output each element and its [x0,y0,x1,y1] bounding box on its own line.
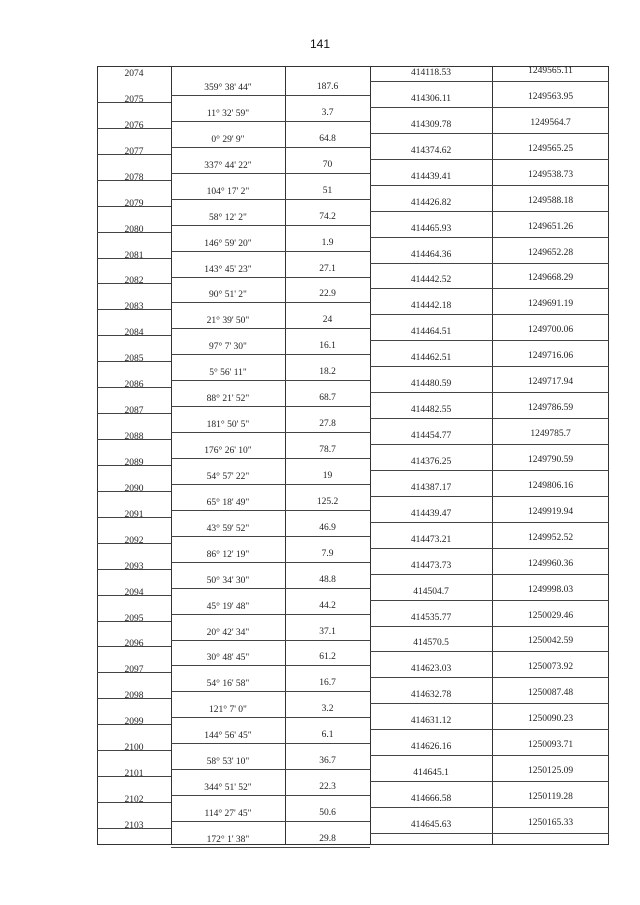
point-x: 414442.52 [410,275,452,286]
point-y: 1249651.26 [527,221,574,232]
leg-bearing: 58° 12' 2" [209,212,247,223]
point-y: 1249668.29 [527,273,574,284]
leg-rule [171,588,370,589]
point-x: 414480.59 [410,379,452,390]
point-y: 1249565.25 [527,143,574,154]
leg-distance: 70 [322,159,333,170]
point-x: 414462.51 [410,353,452,364]
leg-distance: 16.7 [319,678,336,689]
leg-bearing: 86° 12' 19" [206,549,250,560]
leg-rule [171,173,370,174]
point-id: 2101 [124,769,144,780]
point-x: 414482.55 [410,405,452,416]
leg-distance: 6.1 [321,730,334,741]
leg-rule [171,795,370,796]
leg-distance: 19 [322,470,333,481]
leg-bearing: 90° 51' 2" [209,290,247,301]
column-divider [370,66,371,845]
leg-rule [171,328,370,329]
row-rule [370,211,609,212]
leg-rule [171,302,370,303]
point-y: 1249563.95 [527,91,574,102]
point-y: 1249691.19 [527,299,574,310]
leg-distance: 27.1 [319,263,336,274]
row-rule [370,522,609,523]
point-id: 2085 [124,354,144,365]
leg-bearing: 88° 21' 52" [206,394,250,405]
point-y: 1249564.7 [530,117,571,128]
leg-rule [171,717,370,718]
row-rule [370,755,609,756]
row-rule [370,729,609,730]
point-y: 1250119.28 [528,792,573,803]
leg-bearing: 181° 50' 5" [206,420,250,431]
leg-rule [171,484,370,485]
leg-rule [171,821,370,822]
point-id: 2082 [124,276,144,287]
leg-rule [171,769,370,770]
leg-rule [171,380,370,381]
leg-distance: 16.1 [319,341,336,352]
point-id: 2094 [124,587,144,598]
point-x: 414465.93 [410,223,452,234]
point-id: 2087 [124,406,144,417]
row-rule [370,807,609,808]
row-rule [370,574,609,575]
point-x: 414464.51 [410,327,452,338]
point-id: 2099 [124,717,144,728]
leg-distance: 125.2 [316,496,339,507]
row-rule [370,703,609,704]
leg-distance: 187.6 [316,82,339,92]
leg-bearing: 97° 7' 30" [209,342,247,353]
point-id: 2081 [124,250,144,261]
leg-bearing: 43° 59' 52" [206,523,250,534]
point-x: 414439.47 [410,508,452,519]
leg-bearing: 65° 18' 49" [206,497,250,508]
point-id: 2092 [124,535,144,546]
row-rule [370,677,609,678]
leg-rule [171,458,370,459]
row-rule [370,314,609,315]
leg-rule [171,614,370,615]
point-y: 1250165.33 [527,817,574,828]
point-y: 1250125.09 [527,766,574,777]
leg-bearing: 172° 1' 38" [206,834,250,845]
point-y: 1250042.59 [527,636,574,647]
point-y: 1249786.59 [527,403,574,414]
leg-bearing: 45° 19' 48" [206,601,250,612]
leg-bearing: 50° 34' 30" [206,575,250,586]
point-y: 1249716.06 [527,351,574,362]
leg-bearing: 54° 57' 22" [206,471,250,482]
point-x: 414626.16 [410,742,452,753]
row-rule [370,392,609,393]
point-y: 1249717.94 [527,377,574,388]
leg-distance: 18.2 [319,367,336,378]
point-y: 1250090.23 [527,714,574,725]
point-y: 1249952.52 [527,532,574,543]
row-rule [370,366,609,367]
point-id: 2078 [124,172,144,183]
point-x: 414645.1 [413,768,449,779]
leg-bearing: 30° 48' 45" [206,653,250,664]
leg-bearing: 21° 39' 50" [206,316,250,327]
leg-distance: 64.8 [319,133,336,144]
point-y: 1249538.73 [527,169,574,180]
leg-bearing: 337° 44' 22" [204,160,252,171]
row-rule [370,340,609,341]
leg-rule [171,691,370,692]
point-id: 2098 [124,691,144,702]
point-x: 414623.03 [410,664,452,675]
row-rule [370,288,609,289]
point-y: 1250093.71 [527,740,574,751]
point-id: 2086 [124,380,144,391]
leg-rule [171,121,370,122]
leg-bearing: 11° 32' 59" [206,108,250,119]
leg-bearing: 143° 45' 23" [204,264,252,275]
leg-distance: 78.7 [319,445,336,456]
row-rule [370,600,609,601]
leg-bearing: 146° 59' 20" [204,238,252,249]
row-rule [370,444,609,445]
leg-rule [171,640,370,641]
leg-rule [171,743,370,744]
leg-rule [171,536,370,537]
point-id: 2091 [124,509,144,520]
leg-bearing: 58° 53' 10" [206,757,250,768]
leg-distance: 48.8 [319,574,336,585]
leg-rule [171,406,370,407]
point-y: 1249785.7 [530,429,571,440]
leg-distance: 36.7 [319,756,336,767]
point-y: 1250087.48 [527,688,574,699]
leg-bearing: 0° 29' 9" [211,134,245,145]
row-rule [370,651,609,652]
row-rule [370,107,609,108]
leg-distance: 24 [322,315,333,326]
leg-rule [171,354,370,355]
point-id: 2074 [124,69,144,79]
leg-rule [171,225,370,226]
leg-rule [171,847,370,848]
point-x: 414473.21 [410,534,452,545]
point-id: 2103 [124,820,144,831]
row-rule [370,548,609,549]
point-id: 2083 [124,302,144,313]
point-x: 414632.78 [410,690,452,701]
point-id: 2100 [124,743,144,754]
leg-distance: 50.6 [319,808,336,819]
point-y: 1249565.11 [528,66,573,76]
point-x: 414306.11 [410,93,452,104]
leg-rule [171,277,370,278]
point-x: 414454.77 [410,431,452,442]
point-x: 414309.78 [410,119,452,130]
point-id: 2088 [124,432,144,443]
leg-distance: 27.8 [319,419,336,430]
point-x: 414645.63 [410,819,452,830]
leg-distance: 22.3 [319,782,336,793]
point-x: 414439.41 [410,171,452,182]
point-x: 414473.73 [410,560,452,571]
point-id: 2075 [124,94,144,105]
row-rule [370,185,609,186]
row-rule [370,781,609,782]
point-y: 1249588.18 [527,195,574,206]
leg-distance: 3.2 [321,704,334,715]
leg-bearing: 114° 27' 45" [204,809,252,820]
point-y: 1249998.03 [527,584,574,595]
leg-distance: 51 [322,185,333,196]
leg-distance: 29.8 [319,833,336,844]
point-id: 2096 [124,639,144,650]
point-x: 414631.12 [410,716,452,727]
row-rule [370,496,609,497]
leg-rule [171,251,370,252]
leg-bearing: 144° 56' 45" [204,731,252,742]
point-x: 414387.17 [410,482,452,493]
point-y: 1250029.46 [527,610,574,621]
leg-distance: 74.2 [319,211,336,222]
leg-bearing: 104° 17' 2" [206,186,250,197]
point-id: 2097 [124,665,144,676]
leg-bearing: 20° 42' 34" [206,627,250,638]
leg-distance: 1.9 [321,237,334,248]
leg-bearing: 5° 56' 11" [209,368,247,379]
point-id: 2095 [124,613,144,624]
point-y: 1249919.94 [527,506,574,517]
point-id: 2077 [124,146,144,157]
row-rule [370,237,609,238]
point-id: 2079 [124,198,144,209]
leg-rule [171,147,370,148]
leg-rule [171,510,370,511]
point-x: 414426.82 [410,197,452,208]
leg-bearing: 344° 51' 52" [204,783,252,794]
leg-bearing: 121° 7' 0" [209,705,247,716]
leg-bearing: 54° 16' 58" [206,679,250,690]
leg-distance: 22.9 [319,289,336,300]
leg-rule [171,562,370,563]
leg-rule [171,665,370,666]
point-x: 414570.5 [413,638,449,649]
point-id: 2080 [124,224,144,235]
point-x: 414535.77 [410,612,452,623]
point-id: 2102 [124,795,144,806]
row-rule [370,263,609,264]
point-x: 414374.62 [410,145,452,156]
point-id: 2084 [124,328,144,339]
leg-bearing: 176° 26' 10" [204,446,252,457]
row-rule [370,81,609,82]
row-rule [370,418,609,419]
leg-distance: 68.7 [319,393,336,404]
point-y: 1249700.06 [527,325,574,336]
row-rule [370,626,609,627]
point-y: 1249652.28 [527,247,574,258]
leg-rule [171,199,370,200]
point-id: 2090 [124,483,144,494]
page-number: 141 [309,37,331,51]
point-x: 414376.25 [410,456,452,467]
leg-rule [171,95,370,96]
row-rule [370,133,609,134]
leg-rule [171,432,370,433]
point-id: 2076 [124,120,144,131]
point-y: 1250073.92 [527,662,574,673]
point-x: 414504.7 [413,586,449,597]
point-id: 2093 [124,561,144,572]
leg-distance: 37.1 [319,626,336,637]
row-rule [370,833,609,834]
leg-distance: 3.7 [321,107,334,118]
point-x: 414442.18 [410,301,452,312]
point-id: 2089 [124,457,144,468]
leg-bearing: 359° 38' 44" [204,83,252,93]
leg-distance: 61.2 [319,652,336,663]
leg-distance: 46.9 [319,522,336,533]
leg-distance: 7.9 [321,548,334,559]
row-rule [370,159,609,160]
point-x: 414464.36 [410,249,452,260]
row-rule [370,470,609,471]
leg-distance: 44.2 [319,600,336,611]
point-y: 1249790.59 [527,454,574,465]
point-x: 414666.58 [410,794,452,805]
point-y: 1249806.16 [527,480,574,491]
point-y: 1249960.36 [527,558,574,569]
point-x: 414118.53 [410,68,452,78]
